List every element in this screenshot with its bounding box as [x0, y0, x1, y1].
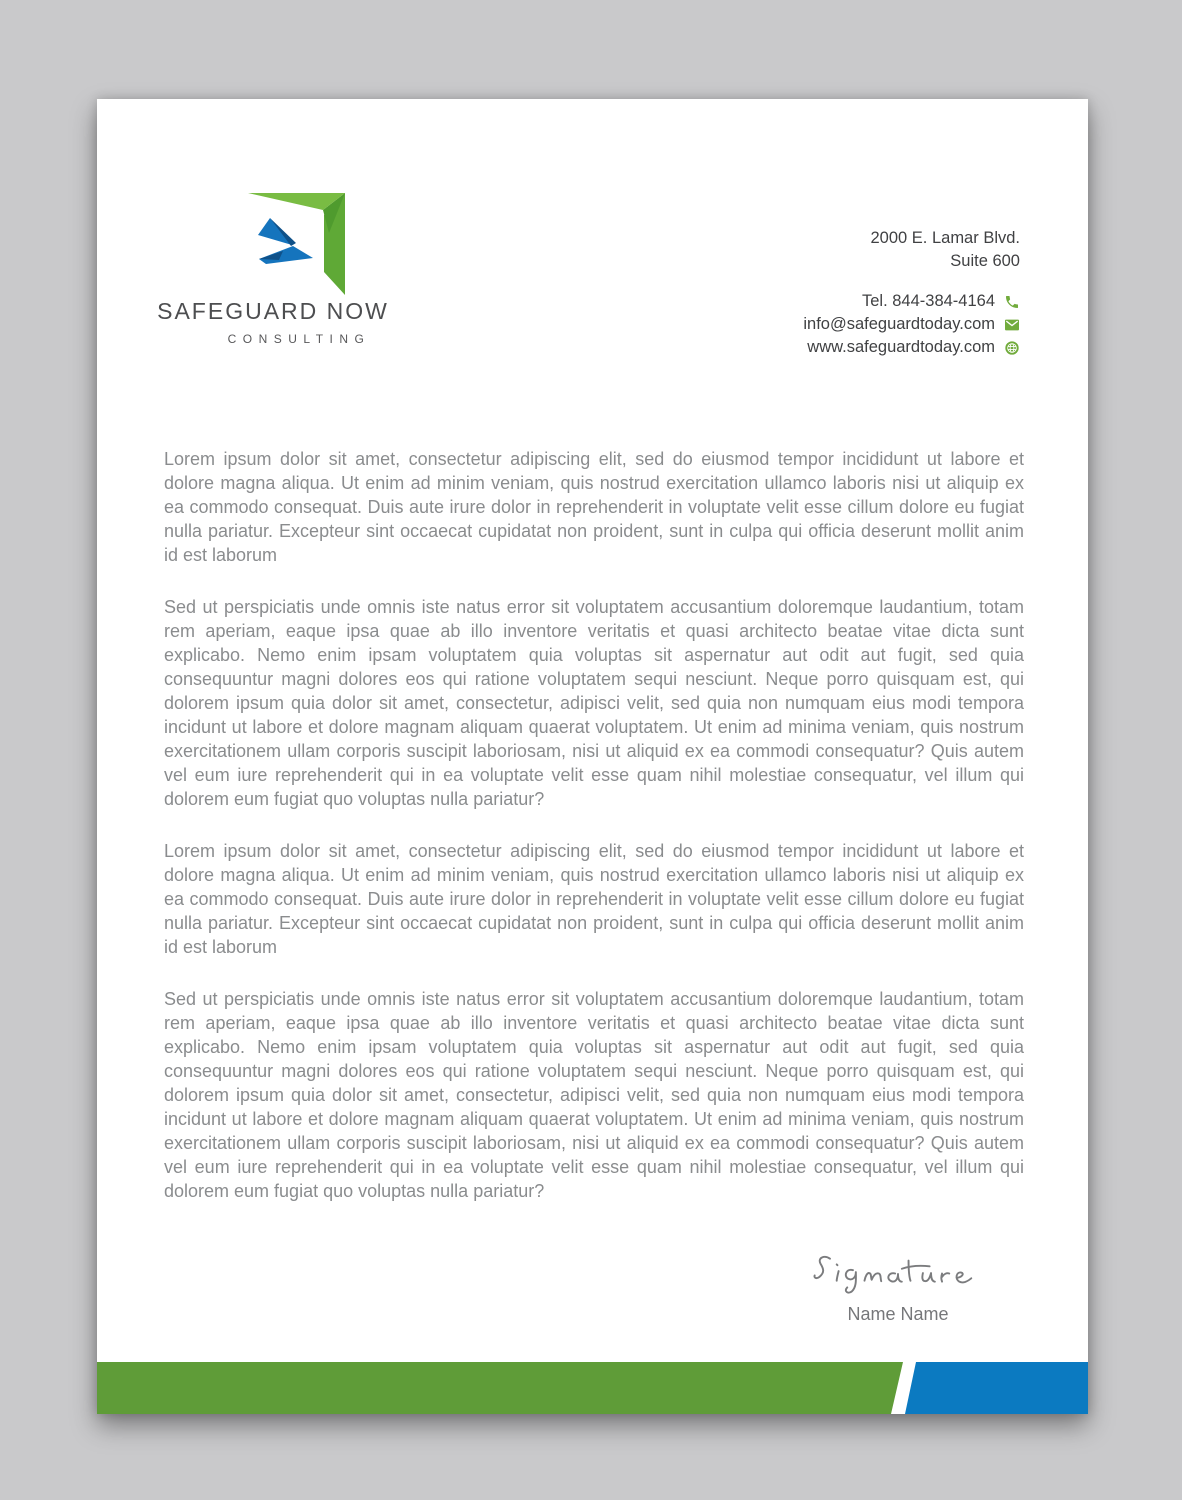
company-logo-icon: [248, 193, 345, 295]
signer-name: Name Name: [847, 1304, 949, 1324]
paragraph-3: Lorem ipsum dolor sit amet, consectetur adipiscing elit, sed do eiusmod tempor incididunt ut labore et dolore magna aliqua. Ut enim ad minim veniam, quis nostrud exercitation ullamco laboris nisi ut aliquip ex ea commodo consequat. Duis aute irure dolor in reprehenderit in voluptate velit esse cillum dolore eu fugiat nulla pariatur. Excepteur sint occaecat cupidatat non proident, sunt in culpa qui officia deserunt mollit anim id est laborum: [164, 841, 1024, 957]
phone-icon: [1004, 294, 1020, 310]
brand-tagline: CONSULTING: [227, 332, 371, 346]
signature-block: [803, 1249, 993, 1325]
globe-icon: [1004, 340, 1020, 356]
footer-blue-bar: [905, 1362, 1088, 1414]
signature-script: [807, 1249, 989, 1299]
phone-row: [803, 290, 1020, 313]
envelope-icon: [1004, 317, 1020, 333]
address-line-1: 2000 E. Lamar Blvd.: [870, 229, 1020, 247]
paragraph-4: Sed ut perspiciatis unde omnis iste natus error sit voluptatem accusantium doloremque laudantium, totam rem aperiam, eaque ipsa quae ab illo inventore veritatis et quasi architecto beatae vitae dicta sunt explicabo. Nemo enim ipsam voluptatem quia voluptas sit aspernatur aut odit aut fugit, sed quia consequuntur magni dolores eos qui ratione voluptatem sequi nesciunt. Neque porro quisquam est, qui dolorem ipsum quia dolor sit amet, consectetur, adipisci velit, sed quia non numquam eius modi tempora incidunt ut labore et dolore magnam aliquam quaerat voluptatem. Ut enim ad minima veniam, quis nostrum exercitationem ullam corporis suscipit laboriosam, nisi ut aliquid ex ea commodi consequatur? Quis autem vel eum iure reprehenderit qui in ea voluptate velit esse quam nihil molestiae consequatur, vel illum qui dolorem eum fugiat quo voluptas nulla pariatur?: [164, 989, 1024, 1201]
address-line-2: Suite 600: [950, 252, 1020, 270]
website-url: www.safeguardtoday.com: [807, 338, 995, 356]
footer-stripe: [97, 1362, 1088, 1414]
website-row: [803, 336, 1020, 359]
letter-body: [164, 447, 1024, 1231]
email-row: [803, 313, 1020, 336]
contact-block: [803, 227, 1020, 359]
letterhead-page: [97, 99, 1088, 1414]
paragraph-1: Lorem ipsum dolor sit amet, consectetur adipiscing elit, sed do eiusmod tempor incididunt ut labore et dolore magna aliqua. Ut enim ad minim veniam, quis nostrud exercitation ullamco laboris nisi ut aliquip ex ea commodo consequat. Duis aute irure dolor in reprehenderit in voluptate velit esse cillum dolore eu fugiat nulla pariatur. Excepteur sint occaecat cupidatat non proident, sunt in culpa qui officia deserunt mollit anim id est laborum: [164, 449, 1024, 565]
phone-number: Tel. 844-384-4164: [861, 292, 995, 310]
paragraph-2: Sed ut perspiciatis unde omnis iste natus error sit voluptatem accusantium doloremque laudantium, totam rem aperiam, eaque ipsa quae ab illo inventore veritatis et quasi architecto beatae vitae dicta sunt explicabo. Nemo enim ipsam voluptatem quia voluptas sit aspernatur aut odit aut fugit, sed quia consequuntur magni dolores eos qui ratione voluptatem sequi nesciunt. Neque porro quisquam est, qui dolorem ipsum quia dolor sit amet, consectetur, adipisci velit, sed quia non numquam eius modi tempora incidunt ut labore et dolore magnam aliquam quaerat voluptatem. Ut enim ad minima veniam, quis nostrum exercitationem ullam corporis suscipit laboriosam, nisi ut aliquid ex ea commodi consequatur? Quis autem vel eum iure reprehenderit qui in ea voluptate velit esse quam nihil molestiae consequatur, vel illum qui dolorem eum fugiat quo voluptas nulla pariatur?: [164, 597, 1024, 809]
brand-name: SAFEGUARD NOW: [157, 298, 389, 324]
footer-green-bar: [97, 1362, 903, 1414]
email-address: info@safeguardtoday.com: [803, 315, 995, 333]
contact-rows: [803, 290, 1020, 359]
